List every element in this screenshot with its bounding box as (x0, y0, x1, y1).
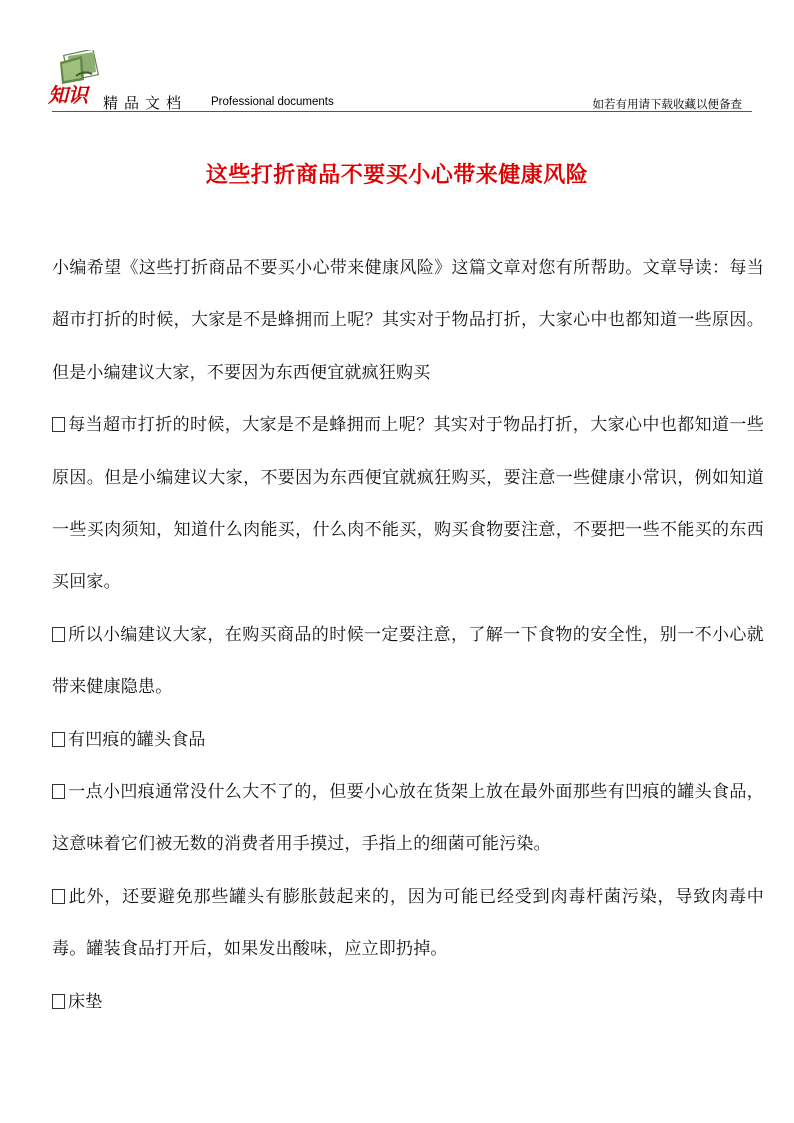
header-note: 如若有用请下载收藏以便备查 (592, 97, 742, 111)
bullet-box-icon (52, 417, 65, 432)
paragraph-text: 此外，还要避免那些罐头有膨胀鼓起来的，因为可能已经受到肉毒杆菌污染，导致肉毒中毒。罐装食品打开后，如果发出酸味，应立即扔掉。 (52, 886, 764, 960)
paragraph-text: 小编希望《这些打折商品不要买小心带来健康风险》这篇文章对您有所帮助。文章导读：每当超市打折的时候，大家是不是蜂拥而上呢？其实对于物品打折，大家心中也都知道一些原因。但是小编建议大家，不要因为东西便宜就疯狂购买 (52, 258, 764, 383)
document-title: 这些打折商品不要买小心带来健康风险 (205, 163, 589, 188)
paragraph (52, 766, 764, 871)
page-header (0, 0, 794, 115)
document-body (52, 242, 764, 1028)
paragraph (52, 242, 764, 399)
brand-name-english: Professional documents (211, 96, 334, 108)
book-logo-icon (46, 50, 104, 110)
paragraph-text: 所以小编建议大家，在购买商品的时候一定要注意，了解一下食物的安全性，别一不小心就带来健康隐患。 (52, 624, 764, 698)
paragraph (52, 871, 764, 976)
bullet-box-icon (52, 784, 65, 799)
logo-lettering: 知识 (48, 83, 88, 107)
header-divider (52, 111, 752, 112)
bullet-box-icon (52, 732, 65, 747)
paragraph-text: 有凹痕的罐头食品 (68, 729, 206, 750)
paragraph (52, 609, 764, 714)
bullet-box-icon (52, 994, 65, 1009)
paragraph (52, 976, 764, 1028)
brand-name-chinese: 精品文档 (103, 94, 188, 112)
paragraph-text: 每当超市打折的时候，大家是不是蜂拥而上呢？其实对于物品打折，大家心中也都知道一些原因。但是小编建议大家，不要因为东西便宜就疯狂购买，要注意一些健康小常识，例如知道一些买肉须知，知道什么肉能买，什么肉不能买，购买食物要注意，不要把一些不能买的东西买回家。 (52, 415, 764, 593)
bullet-box-icon (52, 889, 65, 904)
paragraph-text: 一点小凹痕通常没什么大不了的，但要小心放在货架上放在最外面那些有凹痕的罐头食品，这意味着它们被无数的消费者用手摸过，手指上的细菌可能污染。 (52, 782, 764, 855)
paragraph (52, 714, 764, 766)
paragraph-text: 床垫 (68, 991, 103, 1012)
paragraph (52, 399, 764, 609)
bullet-box-icon (52, 627, 65, 642)
